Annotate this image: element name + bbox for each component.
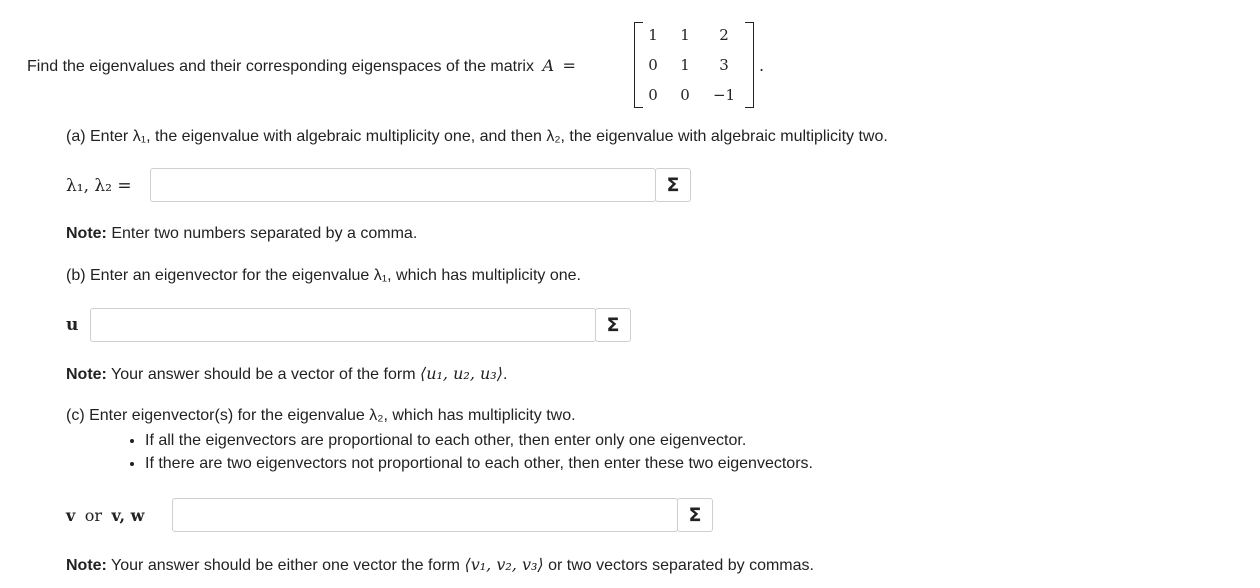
eigenvector-vw-answer-box (172, 498, 678, 532)
matrix-cell: −1 (712, 86, 736, 104)
vector-form-u: ⟨u₁, u₂, u₃⟩ (419, 364, 503, 383)
part-c-label: (c) Enter eigenvector(s) for the eigenvalue λ₂, which has multiplicity two. (66, 407, 576, 424)
matrix-cell: 2 (719, 26, 729, 44)
matrix-cell: 3 (719, 56, 729, 74)
eigenvalues-input[interactable] (151, 169, 655, 201)
part-b-input-label: u (66, 315, 79, 335)
eigenvector-u-input[interactable] (91, 309, 595, 341)
label-v: v (66, 506, 76, 525)
part-a-note (66, 225, 417, 243)
part-c-input-label (66, 506, 144, 526)
equals-sign: = (562, 56, 576, 75)
matrix-cell: 1 (648, 26, 658, 44)
eigenvalues-answer-box (150, 168, 656, 202)
matrix-name: A (542, 56, 554, 75)
part-c-instructions (125, 432, 813, 478)
sigma-icon: Σ (606, 314, 620, 336)
note-text: Enter two numbers separated by a comma. (111, 225, 418, 242)
sigma-icon: Σ (666, 174, 680, 196)
label-or: or (84, 506, 103, 525)
equation-editor-button-c[interactable] (677, 498, 713, 532)
problem-statement (27, 56, 576, 76)
list-item: • If there are two eigenvectors not proportional to each other, then enter these two eigenvectors. (145, 455, 813, 473)
matrix-cell: 1 (680, 26, 690, 44)
part-a-label: (a) Enter λ₁, the eigenvalue with algebraic multiplicity one, and then λ₂, the eigenvalue with algebraic multiplicity two. (66, 128, 888, 145)
matrix-a (634, 22, 754, 108)
note-end: or two vectors separated by commas. (548, 557, 814, 574)
note-text: Your answer should be either one vector the form (111, 557, 460, 574)
note-text: Your answer should be a vector of the form (111, 366, 416, 383)
part-b-note (66, 364, 507, 384)
problem-intro: Find the eigenvalues and their corresponding eigenspaces of the matrix (27, 58, 534, 75)
eigenvector-u-answer-box (90, 308, 596, 342)
part-b-label: (b) Enter an eigenvector for the eigenvalue λ₁, which has multiplicity one. (66, 267, 581, 284)
matrix-cell: 1 (680, 56, 690, 74)
note-period: . (502, 366, 508, 383)
note-label: Note: (66, 366, 107, 383)
matrix-cell: 0 (648, 86, 658, 104)
eigenvector-vw-input[interactable] (173, 499, 677, 531)
matrix-cell: 0 (680, 86, 690, 104)
matrix-cell: 0 (648, 56, 658, 74)
note-label: Note: (66, 225, 107, 242)
part-a-input-label: λ₁, λ₂ = (66, 176, 132, 196)
equation-editor-button-b[interactable] (595, 308, 631, 342)
right-bracket (745, 22, 754, 108)
vector-form-v: ⟨v₁, v₂, v₃⟩ (464, 555, 544, 574)
list-item: • If all the eigenvectors are proportional to each other, then enter only one eigenvector. (145, 432, 813, 450)
problem-period: . (759, 56, 765, 75)
equation-editor-button-a[interactable] (655, 168, 691, 202)
label-vw: v, w (111, 506, 145, 525)
part-c-note (66, 555, 814, 575)
sigma-icon: Σ (688, 504, 702, 526)
note-label: Note: (66, 557, 107, 574)
